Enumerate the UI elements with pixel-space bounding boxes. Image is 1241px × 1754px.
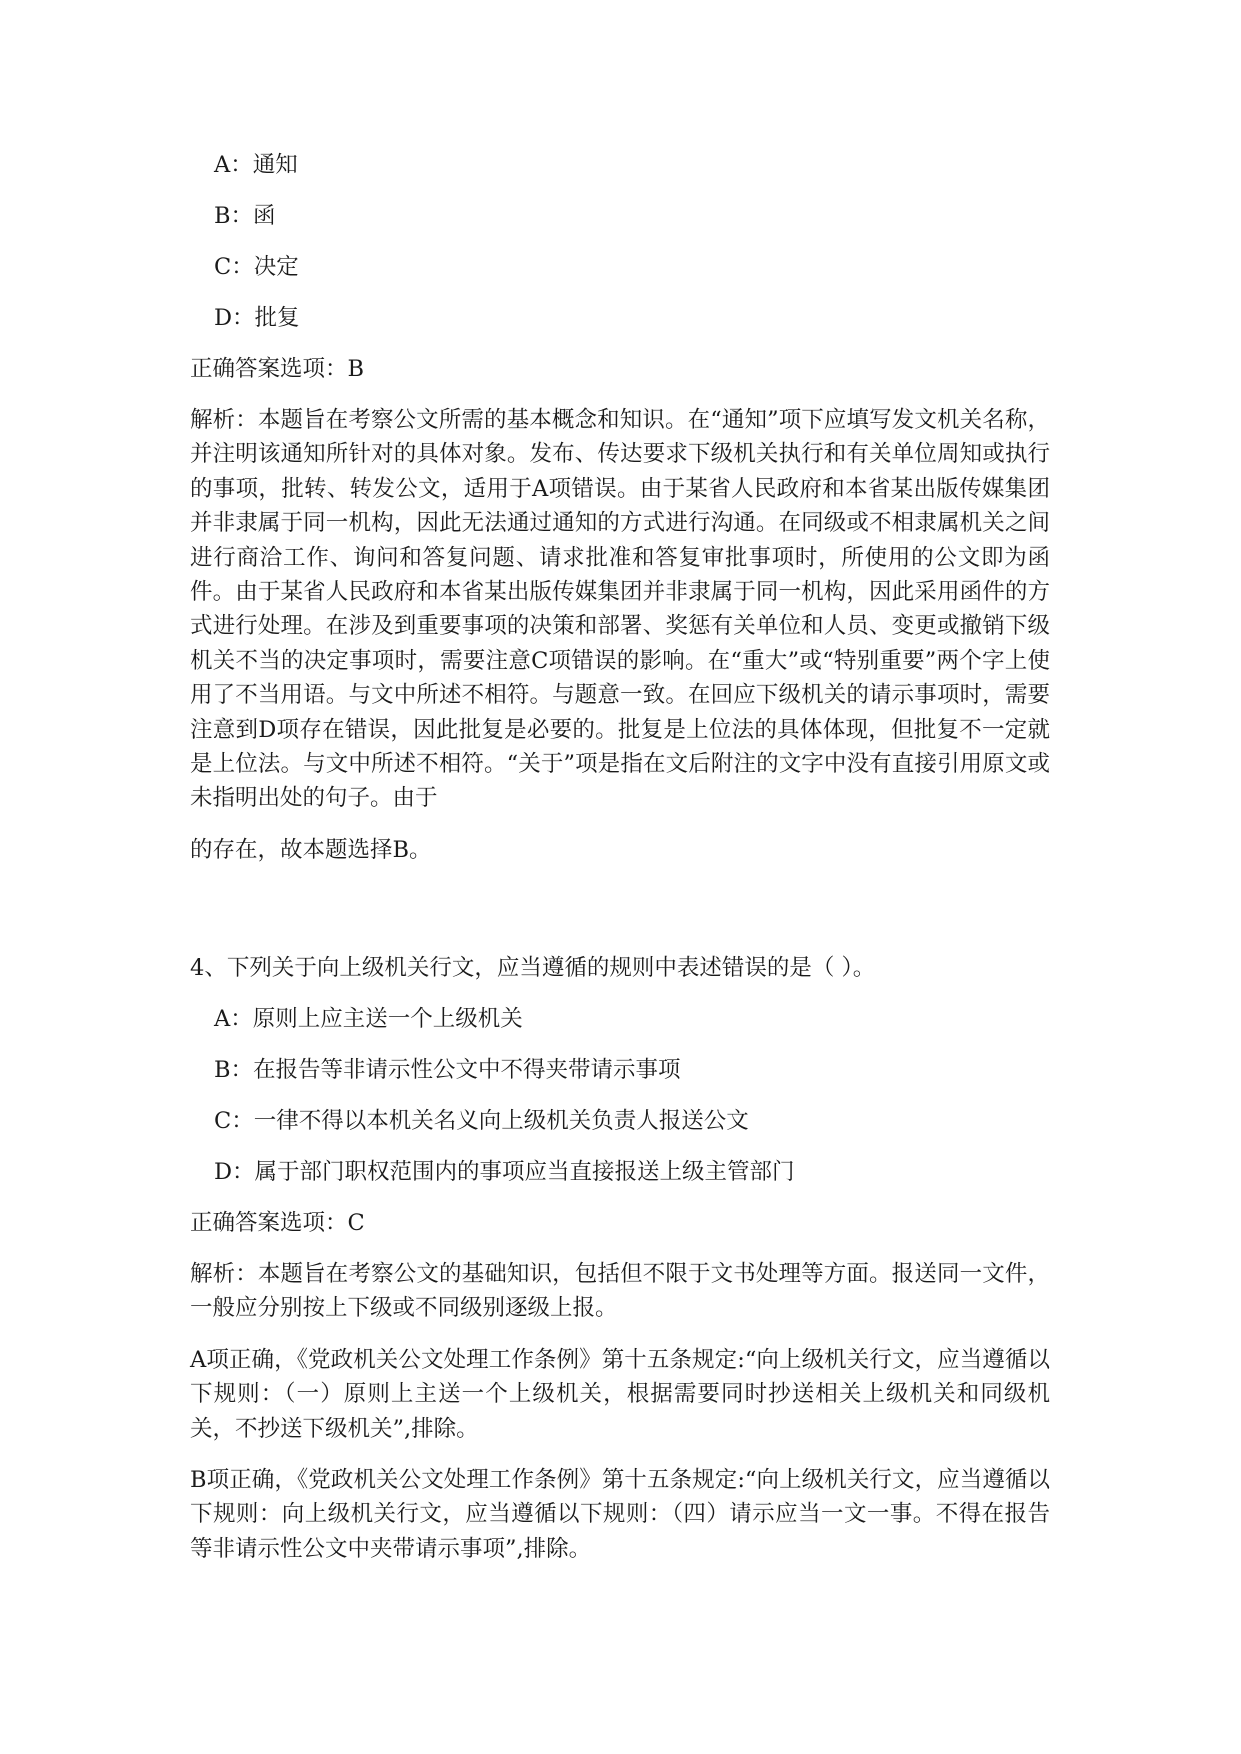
q3-option-a: A：通知	[214, 152, 298, 178]
q3-analysis: 解析：本题旨在考察公文所需的基本概念和知识。在“通知”项下应填写发文机关名称，并注明该通知所针对的具体对象。发布、传达要求下级机关执行和有关单位周知或执行的事项，批转、转发公文，适用于A项错误。由于某省人民政府和本省某出版传媒集团并非隶属于同一机构，因此无法通过通知的方式进行沟通。在同级或不相隶属机关之间进行商洽工作、询问和答复问题、请求批准和答复审批事项时，所使用的公文即为函件。由于某省人民政府和本省某出版传媒集团并非隶属于同一机构，因此采用函件的方式进行处理。在涉及到重要事项的决策和部署、奖惩有关单位和人员、变更或撤销下级机关不当的决定事项时，需要注意C项错误的影响。在“重大”或“特别重要”两个字上使用了不当用语。与文中所述不相符。与题意一致。在回应下级机关的请示事项时，需要注意到D项存在错误，因此批复是必要的。批复是上位法的具体体现，但批复不一定就是上位法。与文中所述不相符。“关于”项是指在文后附注的文字中没有直接引用原文或未指明出处的句子。由于	[190, 407, 1050, 812]
q4-option-c: C：一律不得以本机关名义向上级机关负责人报送公文	[214, 1107, 749, 1134]
q3-analysis-tail: 的存在，故本题选择B。	[190, 836, 432, 863]
q4-option-a: A：原则上应主送一个上级机关	[214, 1005, 523, 1032]
document-page	[190, 148, 1050, 1583]
q3-answer: 正确答案选项：B	[190, 356, 365, 382]
q4-option-b: B：在报告等非请示性公文中不得夹带请示事项	[214, 1056, 681, 1083]
q3-option-b: B：函	[214, 203, 276, 229]
q3-option-c: C：决定	[214, 254, 299, 280]
q3-option-d: D：批复	[214, 305, 300, 331]
q4-paragraph-b: B项正确，《党政机关公文处理工作条例》第十五条规定:“向上级机关行文，应当遵循以下规则：向上级机关行文，应当遵循以下规则：（四）请示应当一文一事。不得在报告等非请示性公文中夹带请示事项”,排除。	[190, 1466, 1050, 1562]
q4-analysis: 解析：本题旨在考察公文的基础知识，包括但不限于文书处理等方面。报送同一文件，一般应分别按上下级或不同级别逐级上报。	[190, 1260, 1050, 1322]
q4-paragraph-a: A项正确，《党政机关公文处理工作条例》第十五条规定:“向上级机关行文，应当遵循以下规则：（一）原则上主送一个上级机关，根据需要同时抄送相关上级机关和同级机关，不抄送下级机关”,排除。	[190, 1346, 1050, 1442]
q4-question: 4、下列关于向上级机关行文，应当遵循的规则中表述错误的是（ ）。	[190, 954, 876, 981]
q4-option-d: D：属于部门职权范围内的事项应当直接报送上级主管部门	[214, 1158, 795, 1185]
q4-answer: 正确答案选项：C	[190, 1209, 365, 1236]
